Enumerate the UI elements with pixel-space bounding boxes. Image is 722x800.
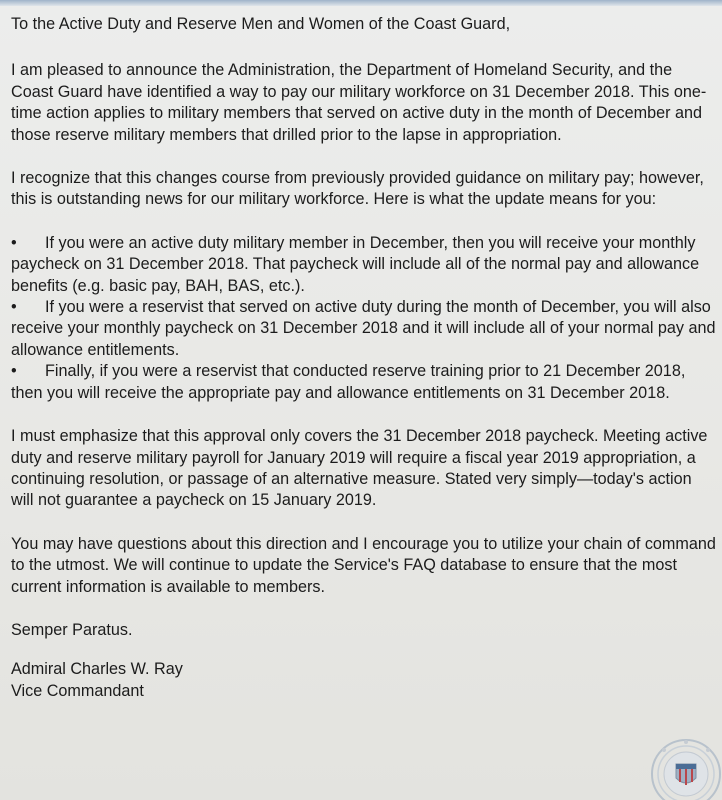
salutation: To the Active Duty and Reserve Men and Women of the Coast Guard, [11,15,511,33]
bullet-text: Finally, if you were a reservist that conducted reserve training prior to 21 December 2018, then you will receive the appropriate pay and allowance entitlements on 31 December 2018. [11,362,686,402]
list-item [11,233,717,297]
closing: Semper Paratus. [11,620,133,639]
bullet-icon: • [11,362,17,381]
bullet-icon: • [11,298,17,317]
paragraph-emphasis: I must emphasize that this approval only covers the 31 December 2018 paycheck. Meeting active duty and reserve military payroll for January 2019 will require a fiscal year 2019 appropriation, a continuing resolution, or passage of an alternative measure. Stated very simply—today's action will not guarantee a paycheck on 15 January 2019. [11,427,708,510]
letter-body [11,14,717,702]
paragraph-announcement: I am pleased to announce the Administration, the Department of Homeland Security, and the Coast Guard have identified a way to pay our military workforce on 31 December 2018. This one-time action applies to military members that served on active duty in the month of December and those reserve military members that drilled prior to the lapse in appropriation. [11,61,707,144]
bullet-list [11,233,717,404]
signature-block [11,659,717,702]
bullet-icon: • [11,233,17,252]
bullet-text: If you were an active duty military member in December, then you will receive your monthly paycheck on 31 December 2018. That paycheck will include all of the normal pay and allowance benefits (e.g. basic pay, BAH, BAS, etc.). [11,233,700,295]
list-item [11,361,717,404]
paragraph-questions: You may have questions about this direction and I encourage you to utilize your chain of command to the utmost. We will continue to update the Service's FAQ database to ensure that the most current information is available to members. [11,534,716,596]
paragraph-guidance: I recognize that this changes course from previously provided guidance on military pay; however, this is outstanding news for our military workforce. Here is what the update means for you: [11,169,704,209]
top-border [0,0,722,6]
signer-name: Admiral Charles W. Ray [11,660,183,679]
list-item [11,297,717,361]
signer-title: Vice Commandant [11,681,144,700]
bullet-text: If you were a reservist that served on active duty during the month of December, you will also receive your monthly paycheck on 31 December 2018 and it will include all of your normal pay and allowance entitlements. [11,298,716,359]
coast-guard-seal-icon [646,734,722,800]
